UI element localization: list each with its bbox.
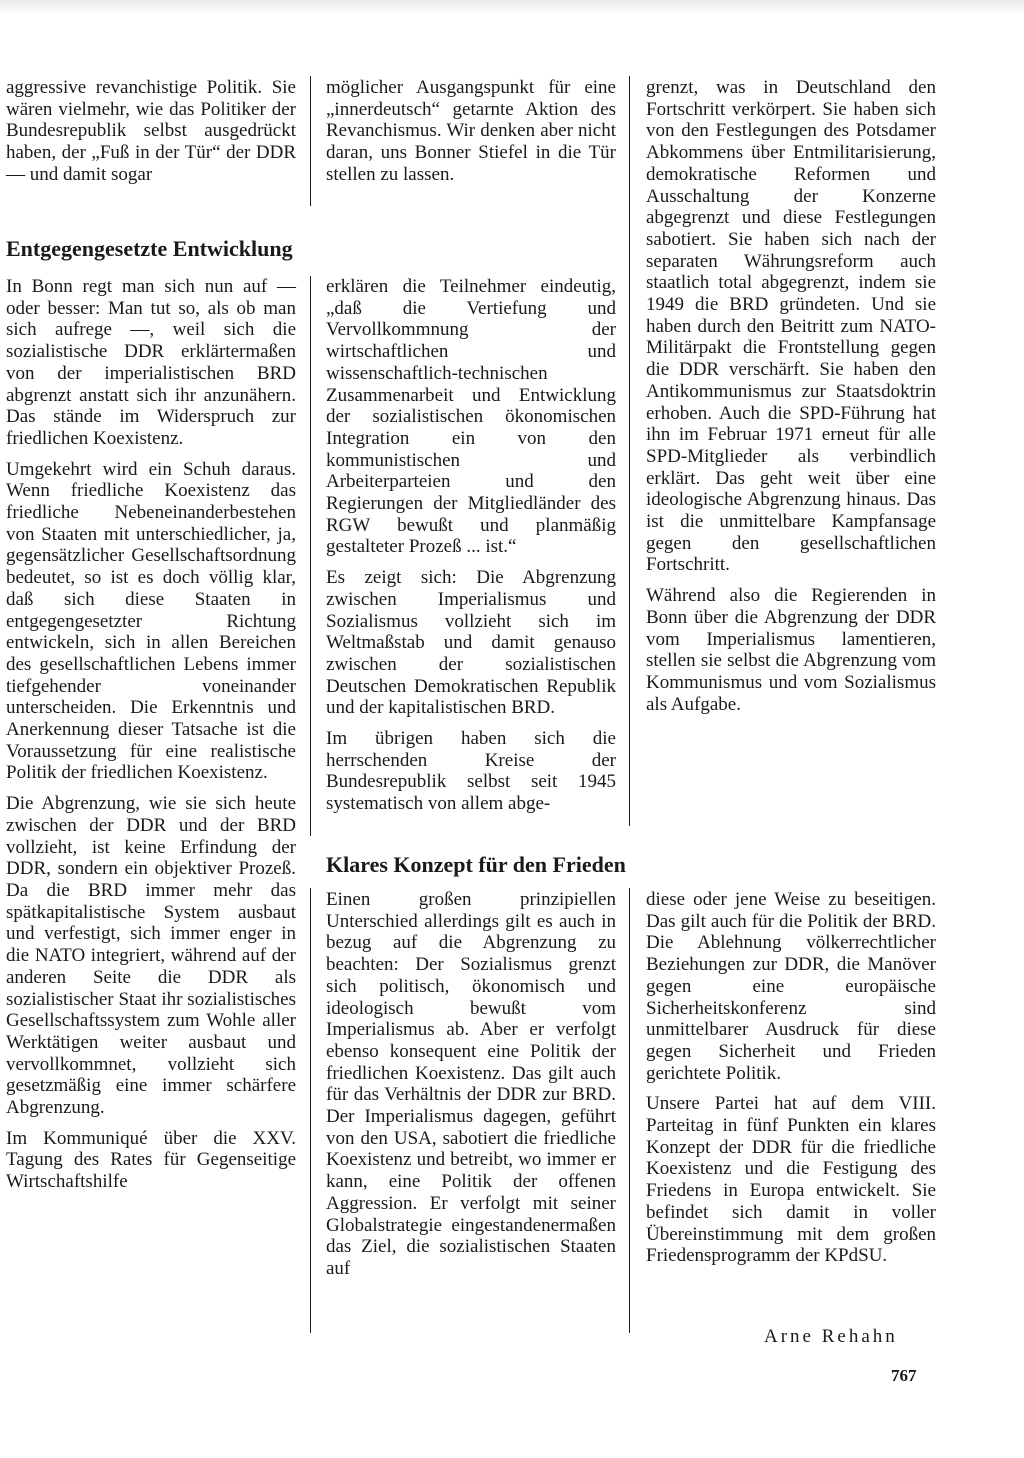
paragraph: möglicher Ausgangspunkt für eine „innerdeutsch“ getarnte Aktion des Revanchismus. Wir denken aber nicht daran, uns Bonner Stiefel in die Tür stellen zu lassen. — [326, 77, 616, 185]
top-column-1 — [6, 77, 296, 195]
column-rule — [310, 76, 311, 206]
section2-column-3 — [646, 889, 936, 1276]
top-column-2 — [326, 77, 616, 195]
paragraph: erklären die Teilnehmer eindeutig, „daß die Vertiefung und Vervollkommnung der wirtschaftlichen und wissenschaftlich-technischen Zusammenarbeit und Entwicklung der sozialistischen ökonomischen Integration ein von den kommunistischen und Arbeiterparteien und den Regierungen der Mitgliedländer des RGW bewußt und planmäßig gestalteter Prozeß ... ist.“ — [326, 276, 616, 558]
author-signature: Arne Rehahn — [764, 1326, 898, 1347]
paragraph: Es zeigt sich: Die Abgrenzung zwischen Imperialismus und Sozialismus vollzieht sich im Weltmaßstab und damit genauso zwischen der sozialistischen Deutschen Demokratischen Republik und der kapitalistischen BRD. — [326, 567, 616, 719]
paragraph: Einen großen prinzipiellen Unterschied allerdings gilt es auch in bezug auf die Abgrenzung zu beachten: Der Sozialismus grenzt sich politisch, ökonomisch und ideologisch bewußt vom Imperialismus ab. Aber er verfolgt ebenso konsequent eine Politik der friedlichen Koexistenz. Das gilt auch für das Verhältnis der DDR zur BRD. Der Imperialismus dagegen, geführt von den USA, sabotiert die friedliche Koexistenz und betreibt, wo immer er kann, eine Politik der offenen Aggression. Er verfolgt mit seiner Globalstrategie eingestandenermaßen das Ziel, die sozialistischen Staaten auf — [326, 889, 616, 1279]
column-rule — [310, 276, 311, 836]
paragraph: Im übrigen haben sich die herrschenden Kreise der Bundesrepublik selbst seit 1945 systematisch von allem abge- — [326, 728, 616, 815]
section1-column-1 — [6, 276, 296, 1202]
column-rule — [629, 888, 630, 1333]
paragraph: Umgekehrt wird ein Schuh daraus. Wenn friedliche Koexistenz das friedliche Nebeneinanderbestehen von Staaten mit unterschiedlicher, ja, gegensätzlicher Gesellschaftsordnung bedeutet, so ist es doch völlig klar, daß sich diese Staaten in entgegengesetzter Richtung entwickeln, sich in allen Bereichen des gesellschaftlichen Lebens immer tiefgehender voneinander unterscheiden. Die Erkenntnis und Anerkennung dieser Tatsache ist die Voraussetzung für eine realistische Politik der friedlichen Koexistenz. — [6, 458, 296, 784]
paragraph: Im Kommuniqué über die XXV. Tagung des Rates für Gegenseitige Wirtschaftshilfe — [6, 1127, 296, 1193]
section2-column-2 — [326, 889, 616, 1289]
paragraph: Die Abgrenzung, wie sie sich heute zwischen der DDR und der BRD vollzieht, ist keine Erfindung der DDR, sondern ein objektiver Prozeß. Da die BRD immer mehr das spätkapitalistische System ausbaut und verfestigt, sich immer enger in die NATO integriert, während auf der anderen Seite die DDR als sozialistischer Staat ihr sozialistisches Gesellschaftssystem zum Wohle aller Werktätigen weiter ausbaut und vervollkommnet, vollzieht sich gesetzmäßig eine immer schärfere Abgrenzung. — [6, 793, 296, 1119]
section1-column-2 — [326, 276, 616, 824]
paragraph: Während also die Regierenden in Bonn über die Abgrenzung der DDR vom Imperialismus lamentieren, stellen sie selbst die Abgrenzung vom Kommunismus und vom Sozialismus als Aufgabe. — [646, 585, 936, 715]
section-heading: Entgegengesetzte Entwicklung — [6, 236, 293, 261]
paragraph: aggressive revanchistige Politik. Sie wären vielmehr, wie das Politiker der Bundesrepublik selbst ausgedrückt haben, der „Fuß in der Tür“ der DDR — und damit sogar — [6, 77, 296, 185]
top-column-3 — [646, 77, 936, 724]
paragraph: Unsere Partei hat auf dem VIII. Parteitag in fünf Punkten ein klares Konzept der DDR für die friedliche Koexistenz und die Festigung des Friedens in Europa entwickelt. Sie befindet sich damit in voller Übereinstimmung mit dem großen Friedensprogramm der KPdSU. — [646, 1093, 936, 1267]
section-heading: Klares Konzept für den Frieden — [326, 852, 626, 877]
paragraph: diese oder jene Weise zu beseitigen. Das gilt auch für die Politik der BRD. Die Ablehnung völkerrechtlicher Beziehungen zur DDR, die Manöver gegen eine europäische Sicherheitskonferenz sind unmittelbarer Ausdruck für diese gegen Sicherheit und Frieden gerichtete Politik. — [646, 889, 936, 1084]
paragraph: In Bonn regt man sich nun auf — oder besser: Man tut so, als ob man sich aufrege —, weil sich die sozialistische DDR erklärtermaßen von der imperialistischen BRD abgrenzt anstatt sich ihr anzunähern. Das stände im Widerspruch zur friedlichen Koexistenz. — [6, 276, 296, 449]
column-rule — [310, 888, 311, 1333]
page-top-edge — [0, 0, 1024, 14]
paragraph: grenzt, was in Deutschland den Fortschritt verkörpert. Sie haben sich von den Festlegungen des Potsdamer Abkommens über Entmilitarisierung, demokratische Reformen und Ausschaltung der Konzerne abgegrenzt und diese Festlegungen sabotiert. Sie haben sich nach der separaten Währungsreform auch staatlich total abgegrenzt, indem sie 1949 die BRD gründeten. Und sie haben durch den Beitritt zum NATO-Militärpakt die Frontstellung gegen die DDR verschärft. Sie haben den Antikommunismus zur Staatsdoktrin erhoben. Auch die SPD-Führung hat ihn im Februar 1971 erneut für alle SPD-Mitglieder als verbindlich erklärt. Das geht weit über eine ideologische Abgrenzung hinaus. Das ist die unmittelbare Kampfansage gegen den gesellschaftlichen Fortschritt. — [646, 77, 936, 576]
column-rule — [629, 76, 630, 826]
page-number: 767 — [891, 1366, 917, 1385]
